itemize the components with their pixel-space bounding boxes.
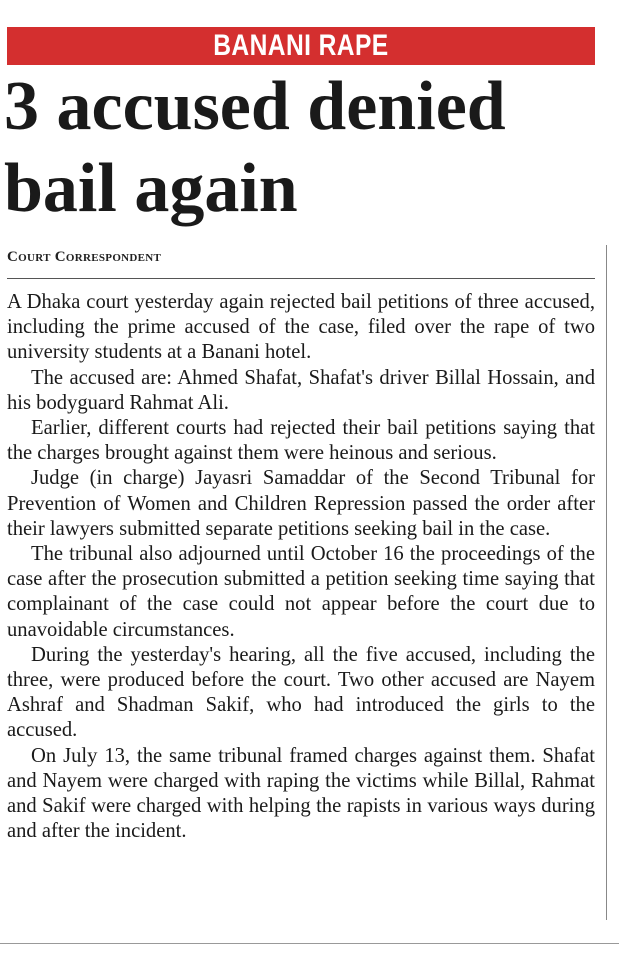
byline: Court Correspondent xyxy=(7,249,162,265)
article-paragraph: During the yesterday's hearing, all the five accused, including the three, were produced before the court. Two other accused are Nayem Ashraf and Shadman Sakif, who had introduced the girls to the accused. xyxy=(7,643,595,742)
article-body xyxy=(7,290,595,844)
article-paragraph: Earlier, different courts had rejected their bail petitions saying that the charges brought against them were heinous and serious. xyxy=(7,417,595,465)
article-paragraph: On July 13, the same tribunal framed charges against them. Shafat and Nayem were charged with raping the victims while Billal, Rahmat and Sakif were charged with helping the rapists in various ways during and after the incident. xyxy=(7,744,595,843)
byline-divider xyxy=(7,278,595,279)
section-kicker xyxy=(7,27,595,65)
column-divider xyxy=(606,245,607,920)
page-bottom-rule xyxy=(0,943,619,944)
kicker-label: BANANI RAPE xyxy=(213,29,389,62)
article-paragraph: A Dhaka court yesterday again rejected bail petitions of three accused, including the prime accused of the case, filed over the rape of two university students at a Banani hotel. xyxy=(7,291,595,364)
headline: 3 accused denied bail again xyxy=(4,68,506,227)
article-paragraph: The tribunal also adjourned until October 16 the proceedings of the case after the prosecution submitted a petition seeking time saying that complainant of the case could not appear before the court due to unavoidable circumstances. xyxy=(7,543,595,641)
article-paragraph: The accused are: Ahmed Shafat, Shafat's driver Billal Hossain, and his bodyguard Rahmat Ali. xyxy=(7,366,595,414)
article-paragraph: Judge (in charge) Jayasri Samaddar of the Second Tribunal for Prevention of Women and Children Repression passed the order after their lawyers submitted separate petitions seeking bail in the case. xyxy=(7,467,595,540)
